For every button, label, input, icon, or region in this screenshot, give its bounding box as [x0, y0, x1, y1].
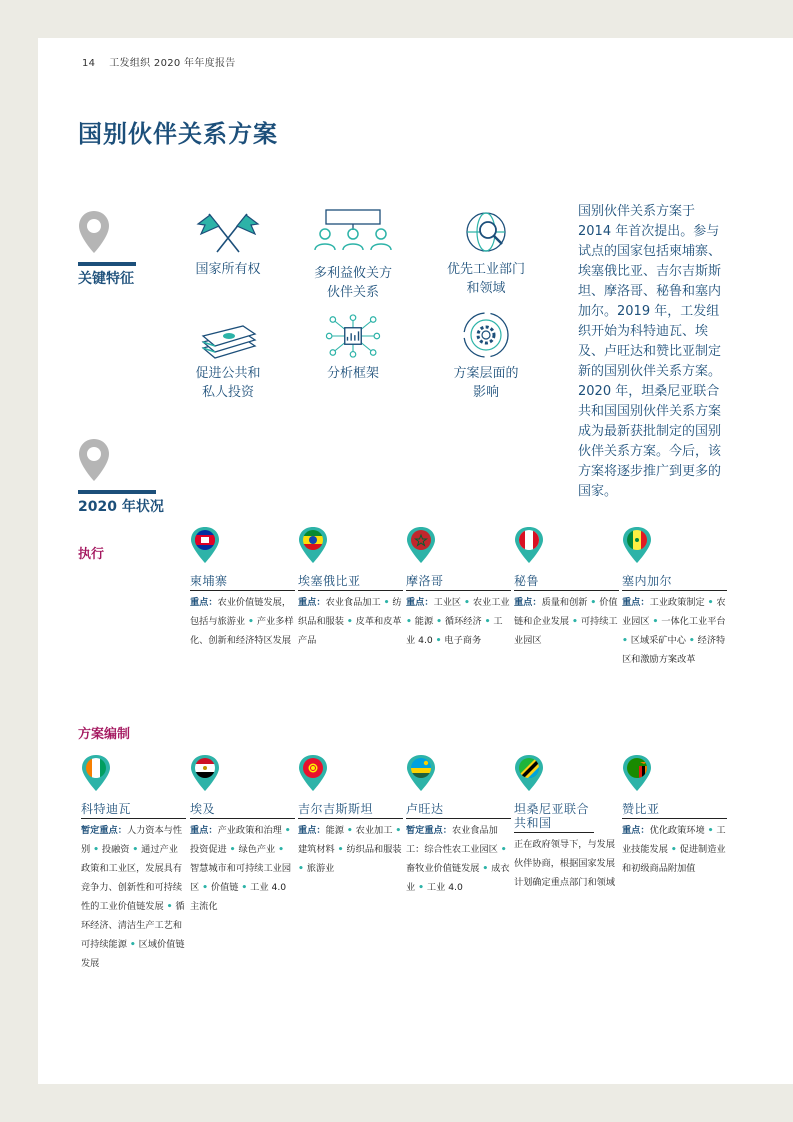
magnifier-globe-icon: [451, 210, 521, 254]
country-focus: 重点：优化政策环境 • 工业技能发展 • 促进制造业和初级商品附加值: [622, 825, 726, 874]
bullet-separator: •: [395, 825, 402, 836]
bullet-separator: •: [166, 901, 173, 912]
feature-label: 多利益攸关方 伙伴关系: [313, 266, 392, 300]
egypt-flag-pin-icon: [190, 754, 220, 792]
rwanda-flag-pin-icon: [406, 754, 436, 792]
bullet-separator: •: [132, 844, 139, 855]
bullet-separator: •: [484, 616, 491, 627]
bullet-separator: •: [406, 616, 412, 627]
bullet-separator: •: [622, 635, 628, 646]
section-rule: [78, 262, 136, 266]
feature-label: 分析框架: [326, 366, 379, 381]
country-card: [406, 754, 511, 897]
country-name: 卢旺达: [406, 802, 511, 819]
country-focus: 重点：产业政策和治理 • 投资促进 • 绿色产业 • 智慧城市和可持续工业园区 • 价值链 • 工业 4.0 主流化: [190, 825, 292, 912]
section-rule: [78, 490, 156, 494]
country-card: [514, 754, 619, 892]
country-name: 柬埔寨: [190, 574, 295, 591]
bullet-separator: •: [346, 616, 353, 627]
bullet-separator: •: [346, 825, 353, 836]
location-pin-icon: [78, 210, 110, 254]
gear-cycle-icon: [451, 310, 521, 360]
senegal-flag-pin-icon: [622, 526, 652, 564]
country-focus: 重点：农业食品加工 • 纺织品和服装 • 皮革和皮革产品: [298, 597, 402, 646]
bullet-separator: •: [652, 616, 659, 627]
bullet-separator: •: [202, 882, 208, 893]
country-name: 坦桑尼亚联合共和国: [514, 802, 594, 833]
bullet-separator: •: [707, 597, 714, 608]
cambodia-flag-pin-icon: [190, 526, 220, 564]
programming-title: 方案编制: [78, 727, 131, 742]
country-card: [298, 526, 403, 650]
country-focus: 重点：农业价值链发展，包括与旅游业 • 产业多样化、创新和经济特区发展: [190, 597, 294, 646]
zambia-flag-pin-icon: [622, 754, 652, 792]
country-name: 赞比亚: [622, 802, 727, 819]
bullet-separator: •: [688, 635, 695, 646]
status-label: 2020 年状况: [78, 499, 164, 515]
report-page: [38, 38, 793, 1084]
ethiopia-flag-pin-icon: [298, 526, 328, 564]
stakeholders-icon: [308, 208, 398, 252]
bullet-separator: •: [418, 882, 424, 893]
country-focus: 暂定重点：人力资本与性别 • 投融资 • 通过产业政策和工业区，发展具有竞争力、创新性和可持续性的工业价值链发展 • 循环经济、清洁生产工艺和可持续能源 • 区域价值链发展: [81, 825, 185, 969]
country-card: [190, 754, 295, 916]
location-pin-icon: [78, 438, 110, 482]
country-name: 埃塞俄比亚: [298, 574, 403, 591]
country-focus: 重点：能源 • 农业加工 • 建筑材料 • 纺织品和服装 • 旅游业: [298, 825, 402, 874]
country-card: [622, 526, 727, 669]
country-name: 塞内加尔: [622, 574, 727, 591]
running-header: [82, 54, 236, 69]
country-focus: 暂定重点：农业食品加工：综合性农工业园区 • 畜牧业价值链发展 • 成衣业 • 工业 4.0: [406, 825, 510, 893]
country-focus: 重点：质量和创新 • 价值链和企业发展 • 可持续工业园区: [514, 597, 618, 646]
bullet-separator: •: [93, 844, 99, 855]
country-focus: 重点：工业政策制定 • 农业园区 • 一体化工业平台 • 区域采矿中心 • 经济特区和激励方案改革: [622, 597, 726, 665]
page-number: 14: [82, 58, 96, 69]
peru-flag-pin-icon: [514, 526, 544, 564]
bullet-separator: •: [129, 939, 136, 950]
country-name: 埃及: [190, 802, 295, 819]
country-card: [298, 754, 403, 878]
country-name: 吉尔吉斯斯坦: [298, 802, 403, 819]
bullet-separator: •: [383, 597, 390, 608]
bullet-separator: •: [229, 844, 236, 855]
country-focus: 重点：工业区 • 农业工业 • 能源 • 循环经济 • 工业 4.0 • 电子商务: [406, 597, 510, 646]
bullet-separator: •: [298, 863, 304, 874]
feature-label: 优先工业部门 和领域: [446, 262, 525, 296]
bullet-separator: •: [670, 844, 677, 855]
implementation-title: 执行: [78, 547, 105, 562]
analysis-network-icon: [318, 314, 388, 358]
country-card: [190, 526, 295, 650]
country-name: 秘鲁: [514, 574, 619, 591]
page-title: 国别伙伴关系方案: [78, 120, 278, 148]
bullet-separator: •: [707, 825, 714, 836]
bullet-separator: •: [464, 597, 470, 608]
key-features-label: 关键特征: [78, 271, 134, 287]
feature-label: 方案层面的 影响: [453, 366, 519, 400]
bullet-separator: •: [482, 863, 489, 874]
crossed-flags-icon: [193, 210, 263, 254]
bullet-separator: •: [590, 597, 597, 608]
country-name: 科特迪瓦: [81, 802, 186, 819]
morocco-flag-pin-icon: [406, 526, 436, 564]
country-card: [406, 526, 511, 650]
bullet-separator: •: [278, 844, 285, 855]
country-card: [622, 754, 727, 878]
feature-label: 促进公共和 私人投资: [195, 366, 261, 400]
tanzania-flag-pin-icon: [514, 754, 544, 792]
bullet-separator: •: [572, 616, 578, 627]
bullet-separator: •: [436, 616, 442, 627]
bullet-separator: •: [241, 882, 248, 893]
country-card: [514, 526, 619, 650]
bullet-separator: •: [435, 635, 442, 646]
country-focus: 正在政府领导下，与发展伙伴协商，根据国家发展计划确定重点部门和领域: [514, 839, 616, 888]
money-stack-icon: [193, 318, 263, 362]
feature-label: 国家所有权: [195, 262, 261, 277]
report-title: 工发组织 2020 年年度报告: [109, 58, 236, 69]
bullet-separator: •: [248, 616, 254, 627]
cote-divoire-flag-pin-icon: [81, 754, 111, 792]
country-name: 摩洛哥: [406, 574, 511, 591]
intro-paragraph: 国别伙伴关系方案于 2014 年首次提出。参与试点的国家包括柬埔寨、埃塞俄比亚、吉尔吉斯斯坦、摩洛哥、秘鲁和塞内加尔。2019 年，工发组织开始为科特迪瓦、埃及、卢旺达和赞比亚制定新的国别伙伴关系方案。2020 年，坦桑尼亚联合共和国国别伙伴关系方案成为最新获批制定的国别伙伴关系方案。今后，该方案将逐步推广到更多的国家。: [578, 204, 722, 499]
bullet-separator: •: [284, 825, 291, 836]
kyrgyzstan-flag-pin-icon: [298, 754, 328, 792]
country-card: [81, 754, 186, 973]
bullet-separator: •: [337, 844, 344, 855]
bullet-separator: •: [500, 844, 507, 855]
